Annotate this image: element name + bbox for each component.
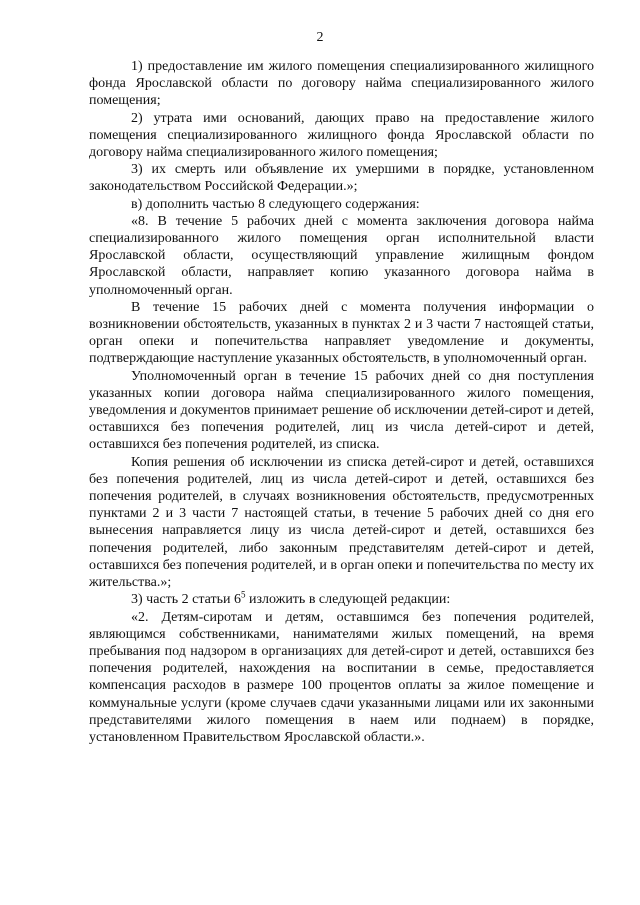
paragraph: 1) предоставление им жилого помещения специализированного жилищного фонда Ярославской области по договору найма специализированного жилого помещения; <box>89 59 594 109</box>
amendment-suffix: изложить в следующей редакции: <box>245 592 451 608</box>
paragraph: «2. Детям-сиротам и детям, оставшимся без попечения родителей, являющимся собственниками, нанимателями жилых помещений, на время пребывания под надзором в организациях для детей-сирот и детей, оставшихся без попечения родителей, нахождения на воспитании в семье, предоставляется компенсация расходов в размере 100 процентов оплаты за жилое помещение и коммунальные услуги (кроме случаев сдачи указанными лицами или их законными представителями жилого помещения в наем или поднаем) в порядке, установленном Правительством Ярославской области.». <box>89 609 594 745</box>
article-superscript: 5 <box>240 589 246 600</box>
amendment-prefix: 3) часть 2 статьи 6 <box>131 592 241 608</box>
paragraph: Копия решения об исключении из списка детей-сирот и детей, оставшихся без попечения родителей, лиц из числа детей-сирот и детей, оставшихся без попечения родителей, в случаях возникновения обстоятельств, предусмотренных пунктами 2 и 3 части 7 настоящей статьи, в течение 5 рабочих дней со дня его вынесения направляется лицу из числа детей-сирот и детей, оставшихся без попечения родителей, либо законным представителям детей-сирот и детей, оставшихся без попечения родителей, и в орган опеки и попечительства по месту их жительства.»; <box>89 454 594 591</box>
paragraph: В течение 15 рабочих дней с момента получения информации о возникновении обстоятельств, указанных в пунктах 2 и 3 части 7 настоящей статьи, орган опеки и попечительства направляет уведомление и документы, подтверждающие наступление указанных обстоятельств, в уполномоченный орган. <box>89 299 594 367</box>
paragraph: Уполномоченный орган в течение 15 рабочих дней со дня поступления указанных копии договора найма специализированного жилого помещения, уведомления и документов принимает решение об исключении детей-сирот и детей, оставшихся без попечения родителей, лиц из числа детей-сирот и детей, оставшихся без попечения родителей, из списка. <box>89 368 594 453</box>
paragraph: «8. В течение 5 рабочих дней с момента заключения договора найма специализированного жилого помещения орган исполнительной власти Ярославской области, осуществляющий управление жилищным фондом Ярославской области, направляет копию указанного договора найма в уполномоченный орган. <box>89 213 594 298</box>
paragraph: в) дополнить частью 8 следующего содержания: <box>131 196 420 212</box>
paragraph: 3) их смерть или объявление их умершими в порядке, установленном законодательством Российской Федерации.»; <box>89 162 594 195</box>
paragraph: 2) утрата ими оснований, дающих право на предоставление жилого помещения специализированного жилищного фонда Ярославской области по договору найма специализированного жилого помещения; <box>89 110 594 161</box>
page-number: 2 <box>316 30 324 45</box>
document-body <box>89 58 594 746</box>
amendment-paragraph <box>89 591 594 608</box>
